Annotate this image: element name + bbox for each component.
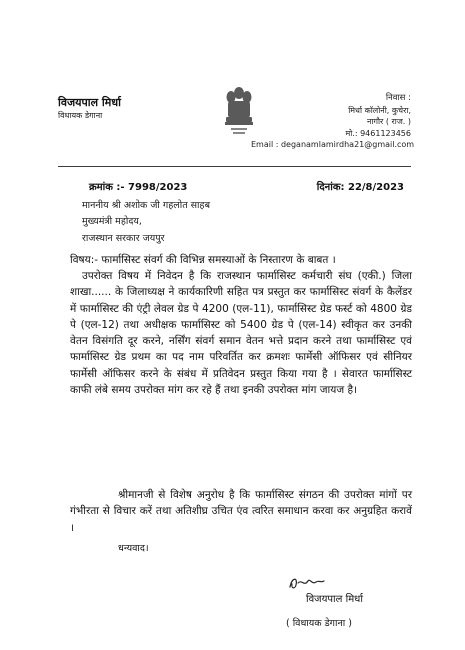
signatory-name: विजयपाल मिर्धा: [306, 594, 363, 605]
sender-designation: विधायक डेगाना: [58, 111, 103, 120]
residence-line-2: नागौर ( राज. ): [366, 117, 411, 126]
reference-number: क्रमांक :- 7998/2023: [89, 182, 188, 193]
letter-subject: विषय:- फार्मासिस्ट संवर्ग की विभिन्न समस्याओं के निस्तारण के बाबत ।: [70, 254, 336, 266]
mobile-number: मो.: 9461123456: [345, 128, 411, 138]
addressee-line: मुख्यमंत्री महोदय,: [82, 216, 142, 227]
letterhead-sender: [58, 96, 121, 121]
signatory-designation: ( विधायक डेगाना ): [286, 618, 352, 629]
reference-date: दिनांक: 22/8/2023: [316, 182, 404, 193]
body-paragraph: श्रीमानजी से विशेष अनुरोध है कि फार्मासिस्ट संगठन की उपरोक्त मांगों पर गंभीरता से विचार करें तथा अतिशीघ्र उचित एंव त्वरित समाधान करवा कर अनुग्रहित करावें ।: [70, 489, 412, 534]
email-address: Email : deganamlamirdha21@gmail.com: [251, 140, 415, 149]
closing-thanks: धन्यवाद।: [118, 543, 149, 554]
addressee-line: राजस्थान सरकार जयपुर: [82, 233, 165, 244]
sender-name: विजयपाल मिर्धा: [58, 96, 121, 109]
letterhead-contact: [251, 93, 415, 151]
letterhead-divider: [58, 166, 411, 167]
body-paragraph: उपरोक्त विषय में निवेदन है कि राजस्थान फार्मासिस्ट कर्मचारी संघ (एकी.) जिला शाखा...... के जिलाध्यक्ष ने कार्यकारिणी सहित पत्र प्रस्तुत कर फार्मासिस्ट संवर्ग के कैलेंडर में फार्मासिस्ट की एंट्री लेवल ग्रेड पे 4200 (एल-11), फार्मासिस्ट ग्रेड फर्स्ट को 4800 ग्रेड पे (एल-12) तथा अधीक्षक फार्मासिस्ट को 5400 ग्रेड पे (एल-14) स्वीकृत कर उनकी वेतन विसंगति दूर करने, नर्सिंग संवर्ग समान वेतन भत्ते प्रदान करने तथा फार्मासिस्ट एवं फार्मासिस्ट ग्रेड प्रथम का पद नाम परिवर्तित कर क्रमशः फार्मेसी ऑफिसर एवं सीनियर फार्मेसी ऑफिसर करने के संबंध में प्रतिवेदन प्रस्तुत किया गया है । सेवारत फार्मासिस्ट काफी लंबे समय उपरोक्त मांग कर रहे हैं तथा इनकी उपरोक्त मांग जायज है।: [70, 270, 412, 397]
handwritten-signature: [286, 573, 326, 593]
addressee-line: माननीय श्री अशोक जी गहलोत साहब: [82, 200, 210, 211]
residence-label: निवास :: [385, 93, 411, 103]
residence-line-1: मिर्धा कॉलोनी, कुचेरा,: [348, 105, 411, 115]
